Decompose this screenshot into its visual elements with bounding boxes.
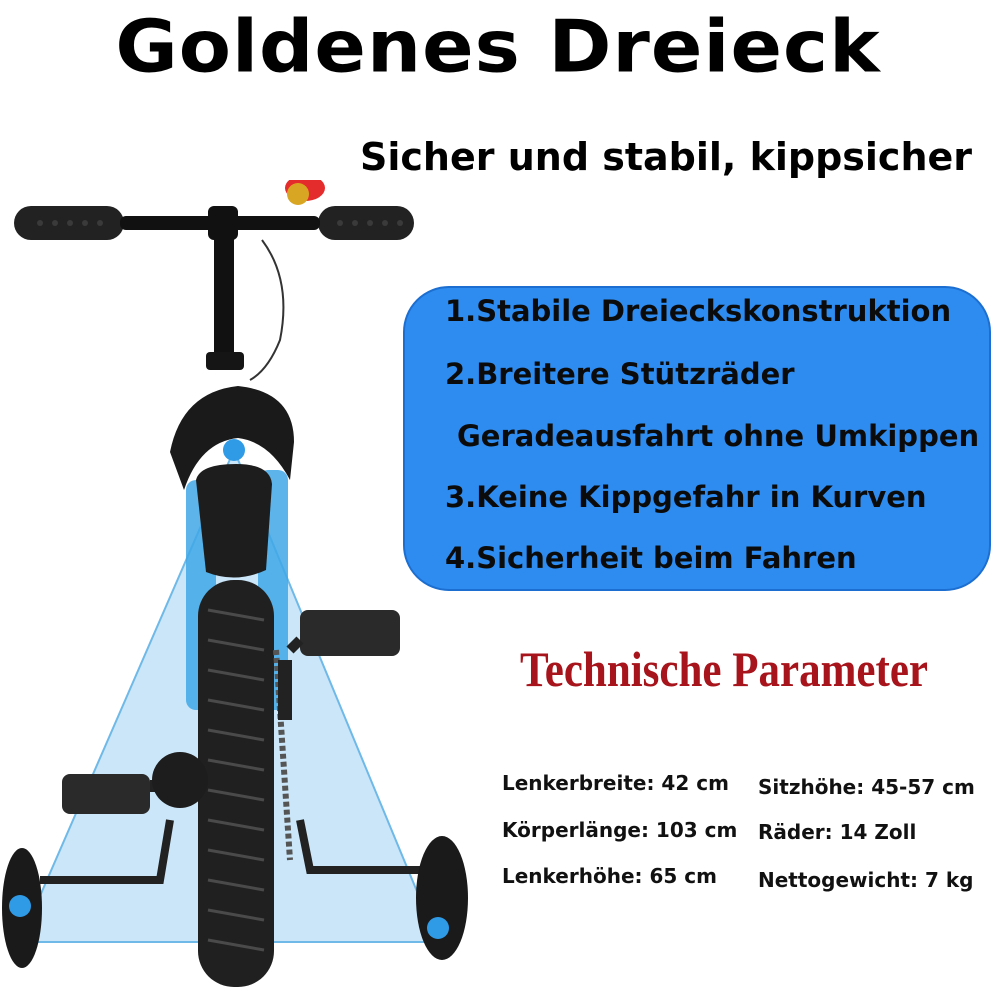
feature-item: 1.Stabile Dreieckskonstruktion bbox=[445, 294, 952, 328]
seat bbox=[196, 464, 272, 578]
feature-item: 3.Keine Kippgefahr in Kurven bbox=[445, 480, 927, 514]
feature-item: Geradeausfahrt ohne Umkippen bbox=[457, 419, 980, 453]
bell-icon bbox=[285, 180, 325, 205]
vertex-dot-left bbox=[9, 895, 31, 917]
tire bbox=[198, 580, 274, 987]
subtitle: Sicher und stabil, kippsicher bbox=[360, 135, 973, 179]
vertex-dot-right bbox=[427, 917, 449, 939]
tech-params-title: Technische Parameter bbox=[520, 641, 929, 697]
feature-item: 4.Sicherheit beim Fahren bbox=[445, 541, 857, 575]
param-nettogewicht: Nettogewicht: 7 kg bbox=[758, 868, 974, 892]
param-raeder: Räder: 14 Zoll bbox=[758, 820, 917, 844]
handlebar bbox=[14, 206, 414, 380]
param-lenkerbreite: Lenkerbreite: 42 cm bbox=[502, 771, 729, 795]
param-lenkerhoehe: Lenkerhöhe: 65 cm bbox=[502, 864, 717, 888]
vertex-dot-top bbox=[223, 439, 245, 461]
param-sitzhoehe: Sitzhöhe: 45-57 cm bbox=[758, 775, 975, 799]
page-title: Goldenes Dreieck bbox=[115, 4, 881, 89]
feature-item: 2.Breitere Stützräder bbox=[445, 357, 795, 391]
training-wheel-right bbox=[416, 836, 468, 960]
param-koerperlaenge: Körperlänge: 103 cm bbox=[502, 818, 738, 842]
rear-hub bbox=[152, 752, 208, 808]
